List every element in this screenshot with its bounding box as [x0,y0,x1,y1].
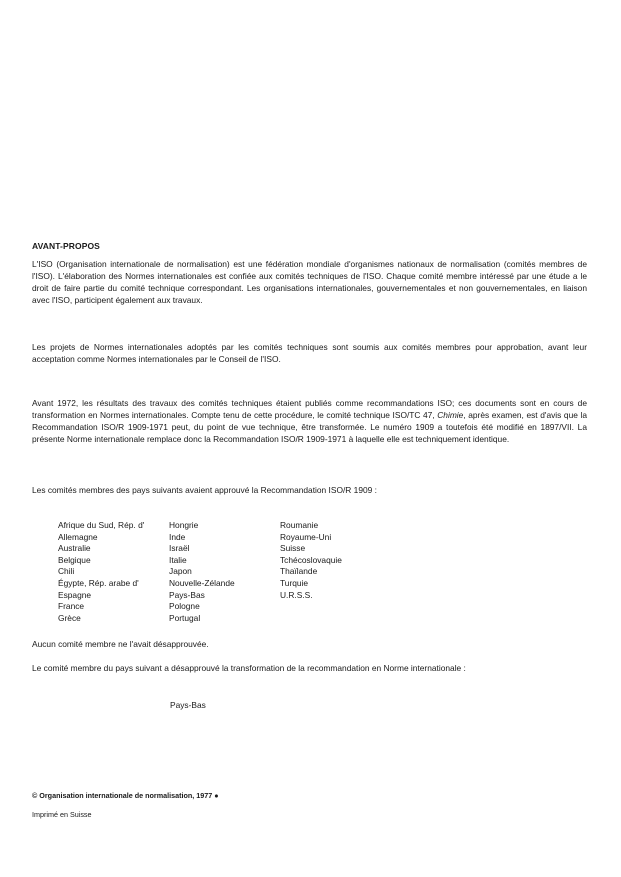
country-item: Japon [169,566,192,577]
country-item: Belgique [58,554,91,565]
country-item: Royaume-Uni [280,531,332,542]
paragraph-draft-approval: Les projets de Normes internationales adoptés par les comités techniques sont soumis aux comités membres pour approbation, avant leur acceptation comme Normes internationales par le Conseil de l'ISO. [32,342,587,365]
country-item: Pologne [169,601,200,612]
paragraph-history-part2: , après examen, est d'avis que la Recommandation ISO/R 1909-1971 peut, du point de vue technique, être transformée. Le numéro 1909 a toutefois été modifié en 1897/VII. La présente Norme internationale remplace donc la Recommandation ISO/R 1909-1971 à laquelle elle est techniquement identique. [32,410,587,445]
paragraph-history-part1: Avant 1972, les résultats des travaux des comités techniques étaient publiés comme recommandations ISO; ces documents sont en cours de transformation en Normes internationales. Compte tenu de cette procédure, le comité technique ISO/TC 47, [32,398,587,421]
country-item: U.R.S.S. [280,589,313,600]
country-item [280,601,420,613]
country-item: Grèce [58,612,81,623]
country-item: Chili [58,566,75,577]
country-item: Allemagne [58,531,98,542]
country-item: Nouvelle-Zélande [169,577,235,588]
country-item: Afrique du Sud, Rép. d' [58,520,145,530]
country-item: Turquie [280,577,309,588]
paragraph-disapproval: Le comité membre du pays suivant a désapprouvé la transformation de la recommandation en Norme internationale : [32,663,466,673]
country-item: Tchécoslovaquie [280,554,342,565]
section-heading: AVANT-PROPOS [32,241,100,251]
footer-printed: Imprimé en Suisse [32,810,92,819]
country-item: Inde [169,531,186,542]
country-list [58,520,420,624]
country-item: Portugal [169,612,201,623]
country-item: Pays-Bas [169,589,205,600]
paragraph-history-italic: Chimie [437,410,464,421]
country-item: Roumanie [280,520,319,530]
country-item: Hongrie [169,520,199,530]
country-item: Espagne [58,589,92,600]
country-item: Italie [169,554,187,565]
paragraph-history [32,397,587,445]
country-item [280,613,420,625]
country-item: France [58,601,85,612]
country-item: Égypte, Rép. arabe d' [58,577,139,588]
paragraph-no-disapproval: Aucun comité membre ne l'avait désapprouvée. [32,639,209,649]
disapproving-country: Pays-Bas [170,700,206,710]
country-item: Australie [58,543,91,554]
country-item: Israël [169,543,190,554]
country-item: Suisse [280,543,306,554]
paragraph-approving-members: Les comités membres des pays suivants avaient approuvé la Recommandation ISO/R 1909 : [32,485,377,495]
country-item: Thaïlande [280,566,318,577]
footer-copyright: © Organisation internationale de normalisation, 1977 ● [32,791,219,800]
paragraph-iso-intro: L'ISO (Organisation internationale de normalisation) est une fédération mondiale d'organismes nationaux de normalisation (comités membres de l'ISO). L'élaboration des Normes internationales est confiée aux comités techniques de l'ISO. Chaque comité membre intéressé par une étude a le droit de faire partie du comité technique correspondant. Les organisations internationales, gouvernementales et non gouvernementales, en liaison avec l'ISO, participent également aux travaux. [32,259,587,306]
